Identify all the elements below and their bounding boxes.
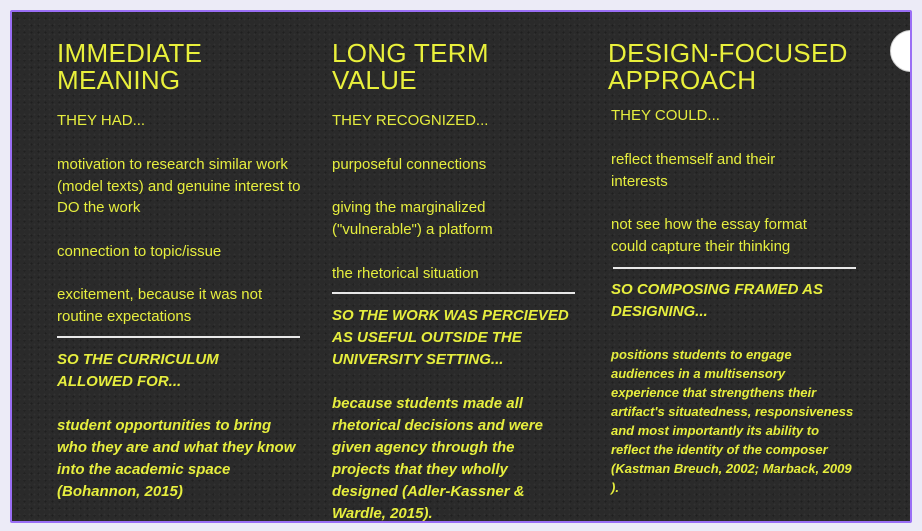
list-item: reflect themself and their interests	[611, 151, 776, 190]
list-item: purposeful connections	[332, 156, 487, 173]
conclusion-heading: SO THE CURRICULUM ALLOWED FOR...	[57, 351, 219, 390]
list-item: motivation to research similar work (model texts) and genuine interest to DO the work	[57, 156, 301, 216]
list-item: the rhetorical situation	[332, 265, 479, 282]
list-item: giving the marginalized ("vulnerable") a platform	[332, 199, 493, 238]
column-subhead: THEY COULD...	[611, 107, 720, 124]
column-title: IMMEDIATE MEANING	[57, 38, 203, 95]
divider	[57, 336, 300, 338]
list-item: connection to topic/issue	[57, 243, 222, 260]
column-subhead: THEY RECOGNIZED...	[332, 112, 489, 129]
divider	[332, 292, 575, 294]
conclusion-detail: because students made all rhetorical decisions and were given agency through the projects that they wholly designed (Adler-Kassner & Wardle, 2015).	[332, 395, 543, 522]
column-subhead: THEY HAD...	[57, 112, 146, 129]
conclusion-detail: student opportunities to bring who they are and what they know into the academic space (Bohannon, 2015)	[57, 417, 296, 500]
slide-canvas	[10, 10, 912, 523]
list-item: not see how the essay format could capture their thinking	[611, 216, 807, 255]
floating-button[interactable]	[890, 30, 912, 72]
conclusion-heading: SO THE WORK WAS PERCIEVED AS USEFUL OUTSIDE THE UNIVERSITY SETTING...	[332, 307, 569, 368]
conclusion-heading: SO COMPOSING FRAMED AS DESIGNING...	[611, 281, 823, 320]
conclusion-detail: positions students to engage audiences in a multisensory experience that strengthens their artifact's situatedness, responsiveness and most importantly its ability to reflect the identity of the composer (Kastman Breuch, 2002; Marback, 2009 ).	[611, 347, 854, 495]
column-title: DESIGN-FOCUSED APPROACH	[608, 38, 848, 95]
list-item: excitement, because it was not routine expectations	[57, 286, 263, 325]
divider	[613, 267, 856, 269]
column-title: LONG TERM VALUE	[332, 38, 489, 95]
